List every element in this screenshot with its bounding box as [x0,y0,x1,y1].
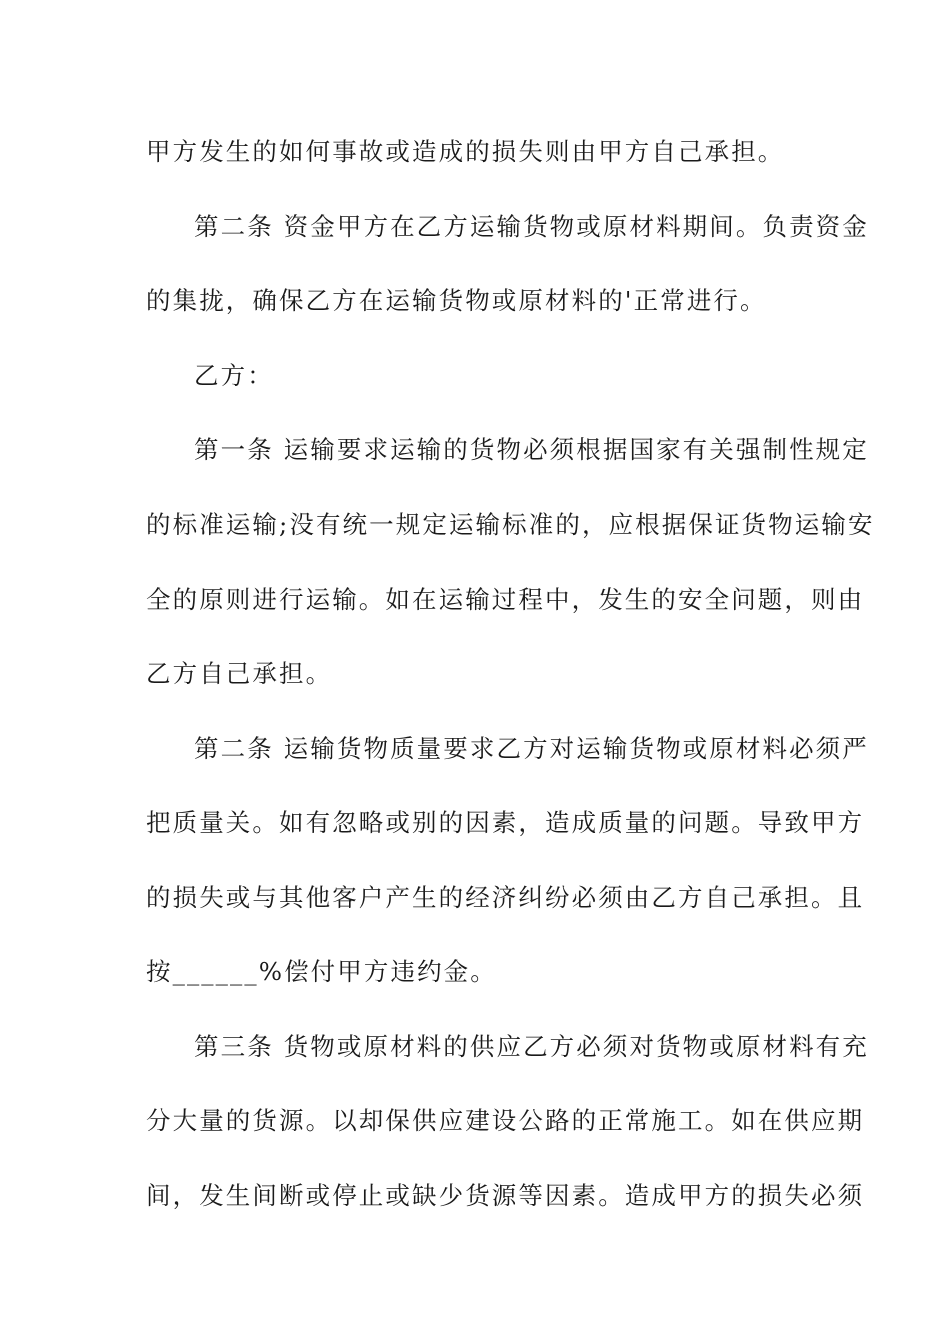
paragraph-line: 分大量的货源。以却保供应建设公路的正常施工。如在供应期 [146,1106,865,1135]
paragraph-line: 第一条 运输要求运输的货物必须根据国家有关强制性规定 [194,435,869,464]
paragraph-line: 乙方： [194,361,274,390]
paragraph-line: 的集拢，确保乙方在运输货物或原材料的'正常进行。 [146,286,767,315]
paragraph-line: 把质量关。如有忽略或别的因素，造成质量的问题。导致甲方 [146,808,865,837]
paragraph-line: 第二条 资金甲方在乙方运输货物或原材料期间。负责资金 [194,212,869,241]
paragraph-line: 的损失或与其他客户产生的经济纠纷必须由乙方自己承担。且 [146,883,865,912]
paragraph-line: 间，发生间断或停止或缺少货源等因素。造成甲方的损失必须 [146,1181,865,1210]
paragraph-line: 第三条 货物或原材料的供应乙方必须对货物或原材料有充 [194,1032,869,1061]
paragraph-line: 第二条 运输货物质量要求乙方对运输货物或原材料必须严 [194,734,869,763]
paragraph-line: 全的原则进行运输。如在运输过程中，发生的安全问题，则由 [146,585,865,614]
paragraph-line: 乙方自己承担。 [146,659,333,688]
paragraph-line: 按______%偿付甲方违约金。 [146,957,497,986]
paragraph-line: 甲方发生的如何事故或造成的损失则由甲方自己承担。 [146,137,785,166]
paragraph-line: 的标准运输;没有统一规定运输标准的，应根据保证货物运输安 [146,510,875,539]
